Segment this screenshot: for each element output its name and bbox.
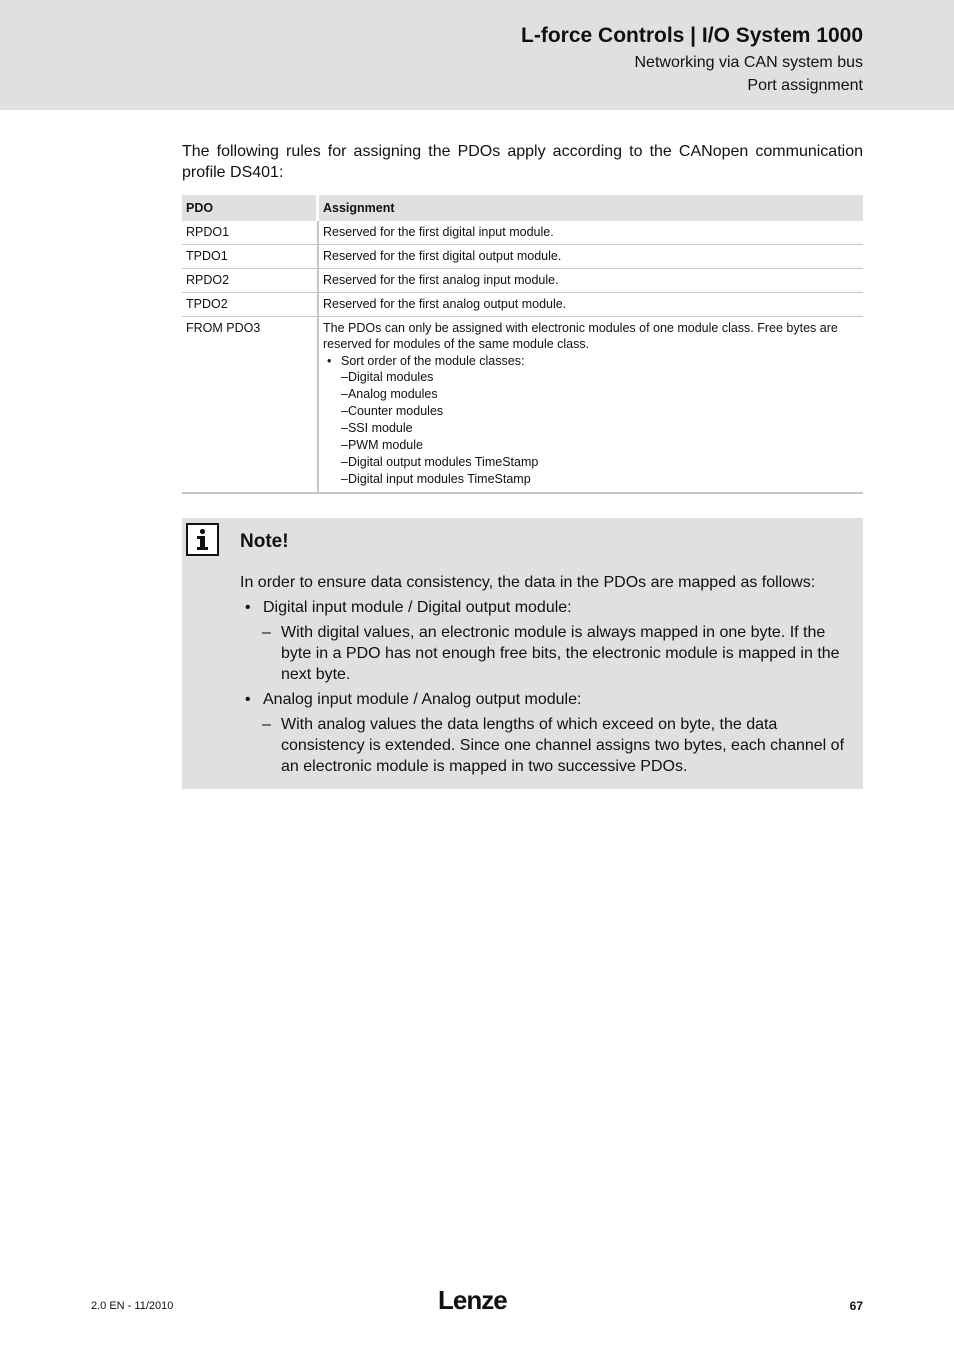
dash-item: – With digital values, an electronic module is always mapped in one byte. If the byte in a PDO has not enough free bits, the electronic module is mapped in the next byte.	[262, 624, 840, 683]
column-header-pdo: PDO	[182, 195, 319, 221]
bullet-item	[327, 353, 859, 369]
table-row	[182, 269, 863, 293]
note-body	[240, 572, 852, 777]
table-row	[182, 221, 863, 245]
table-row	[182, 317, 863, 494]
svg-text:Lenze: Lenze	[438, 1287, 507, 1313]
module-class-item: –Analog modules	[341, 387, 438, 401]
page-number: 67	[849, 1299, 863, 1313]
assignment-cell: Reserved for the first digital output module.	[319, 245, 863, 269]
module-class-item: –Digital input modules TimeStamp	[341, 472, 531, 486]
bullet-item: • Digital input module / Digital output module:	[245, 599, 572, 616]
document-title: L-force Controls | I/O System 1000	[521, 24, 863, 47]
bullet-text: Sort order of the module classes:	[341, 354, 525, 368]
bullet-item: • Analog input module / Analog output module:	[245, 691, 582, 708]
table-row	[182, 293, 863, 317]
info-icon	[186, 523, 219, 556]
note-title: Note!	[240, 531, 289, 552]
lenze-logo	[438, 1287, 516, 1313]
module-class-item: –Digital output modules TimeStamp	[341, 455, 539, 469]
module-class-item: –PWM module	[341, 438, 423, 452]
assignment-cell: Reserved for the first analog output module.	[319, 293, 863, 317]
chapter-title: Networking via CAN system bus	[634, 54, 863, 71]
dash-item: – With analog values the data lengths of which exceed on byte, the data consistency is extended. Since one channel assigns two bytes, each channel of an electronic module is mapped in two successive PDOs.	[262, 716, 845, 775]
assignment-cell: Reserved for the first digital input module.	[319, 221, 863, 245]
page-header	[0, 0, 954, 110]
note-lead: In order to ensure data consistency, the data in the PDOs are mapped as follows:	[240, 574, 816, 591]
column-header-assignment: Assignment	[319, 195, 863, 221]
pdo-cell: RPDO1	[182, 221, 319, 245]
section-title: Port assignment	[747, 77, 863, 94]
intro-paragraph: The following rules for assigning the PDOs apply according to the CANopen communication profile DS401:	[182, 143, 863, 181]
module-class-item: –Digital modules	[341, 370, 434, 384]
assignment-cell	[319, 317, 863, 494]
module-class-item: –Counter modules	[341, 404, 444, 418]
pdo-cell: TPDO1	[182, 245, 319, 269]
document-version: 2.0 EN - 11/2010	[91, 1300, 174, 1312]
assignment-cell: Reserved for the first analog input module.	[319, 269, 863, 293]
table-row	[182, 245, 863, 269]
bullet-icon: •	[327, 354, 332, 368]
pdo-cell: RPDO2	[182, 269, 319, 293]
assignment-text: The PDOs can only be assigned with electronic modules of one module class. Free bytes are reserved for modules of the same module class.	[323, 321, 838, 351]
pdo-cell: TPDO2	[182, 293, 319, 317]
pdo-assignment-table	[182, 195, 863, 494]
pdo-cell: FROM PDO3	[182, 317, 319, 494]
table-header-row	[182, 195, 863, 221]
note-box	[182, 518, 863, 789]
module-class-item: –SSI module	[341, 421, 413, 435]
